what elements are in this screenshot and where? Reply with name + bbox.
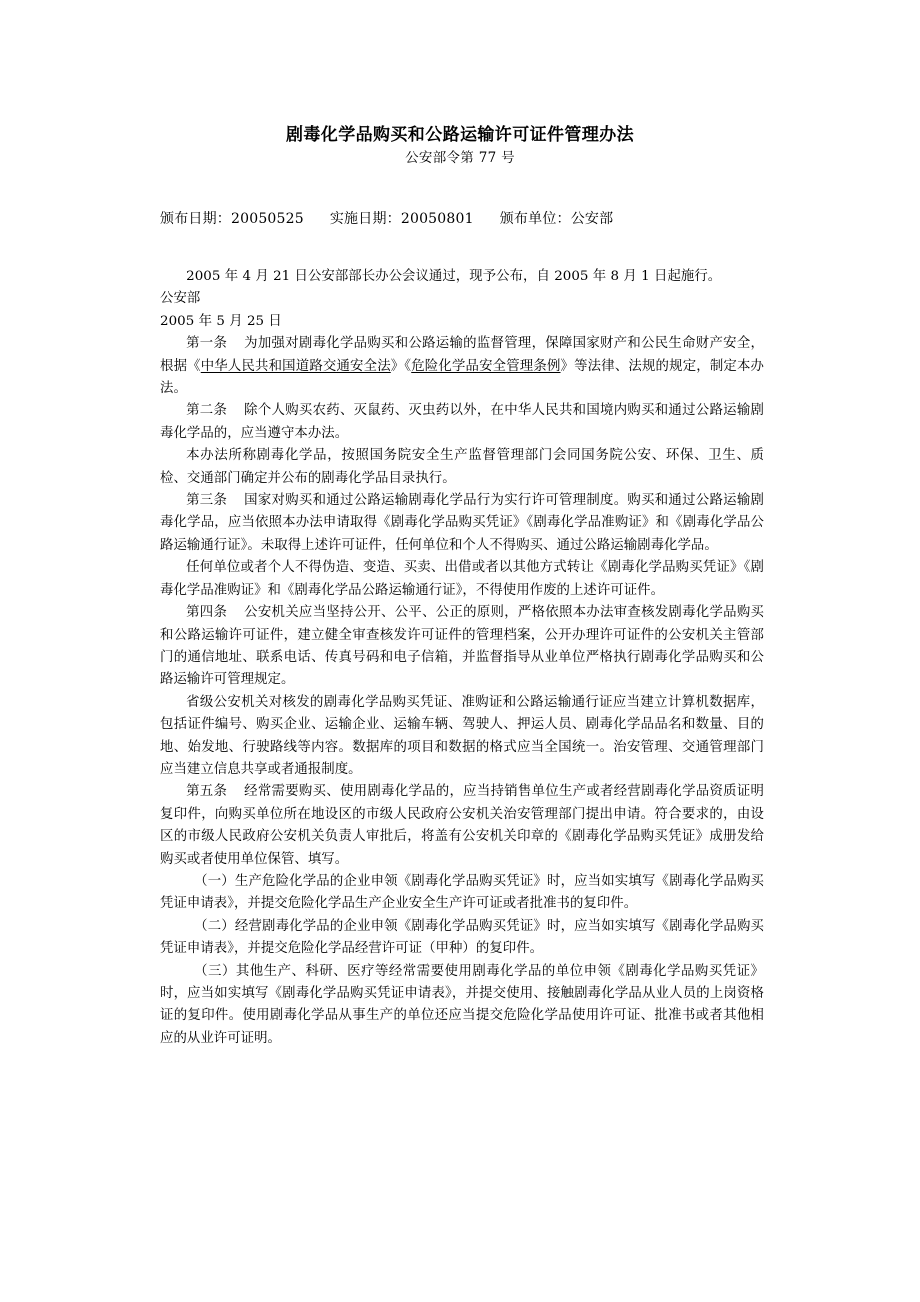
document-body <box>160 266 764 1050</box>
subitem-text: 经营剧毒化学品的企业申领《剧毒化学品购买凭证》时，应当如实填写《剧毒化学品购买凭证申请表》，并提交危险化学品经营许可证（甲种）的复印件。 <box>160 918 764 957</box>
article-text: 本办法所称剧毒化学品，按照国务院安全生产监督管理部门会同国务院公安、环保、卫生、质检、交通部门确定并公布的剧毒化学品目录执行。 <box>160 448 764 486</box>
article-1 <box>160 333 764 400</box>
article-4 <box>160 602 764 692</box>
preamble-adoption: 2005 年 4 月 21 日公安部部长办公会议通过，现予公布，自 2005 年 8 月 1 日起施行。 <box>186 269 722 284</box>
article-text: 公安机关应当坚持公开、公平、公正的原则，严格依照本办法审查核发剧毒化学品购买和公路运输许可证件，建立健全审查核发许可证件的管理档案，公开办理许可证件的公安机关主管部门的通信地址、联系电话、传真号码和电子信箱，并监督指导从业单位严格执行剧毒化学品购买和公路运输许可管理规定。 <box>160 605 764 688</box>
law-reference-link[interactable]: 中华人民共和国道路交通安全法 <box>200 358 391 374</box>
article-4-para-2 <box>160 692 764 782</box>
article-label: 第五条 <box>186 784 228 800</box>
article-text: 国家对购买和通过公路运输剧毒化学品行为实行许可管理制度。购买和通过公路运输剧毒化学品，应当依照本办法申请取得《剧毒化学品购买凭证》《剧毒化学品准购证》和《剧毒化学品公路运输通行证》。未取得上述许可证件，任何单位和个人不得购买、通过公路运输剧毒化学品。 <box>160 493 764 553</box>
subitem-text: 其他生产、科研、医疗等经常需要使用剧毒化学品的单位申领《剧毒化学品购买凭证》时，应当如实填写《剧毒化学品购买凭证申请表》，并提交使用、接触剧毒化学品从业人员的上岗资格证的复印件。使用剧毒化学品从事生产的单位还应当提交危险化学品使用许可证、批准书或者其他相应的从业许可证明。 <box>160 963 764 1046</box>
article-text: 省级公安机关对核发的剧毒化学品购买凭证、准购证和公路运输通行证应当建立计算机数据库，包括证件编号、购买企业、运输企业、运输车辆、驾驶人、押运人员、剧毒化学品品名和数量、目的地、始发地、行驶路线等内容。数据库的项目和数据的格式应当全国统一。治安管理、交通管理部门应当建立信息共享或者通报制度。 <box>160 694 764 777</box>
subitem-label: （三） <box>194 963 236 979</box>
article-3-para-2 <box>160 557 764 602</box>
preamble-organ: 公安部 <box>160 291 201 307</box>
preamble-date: 2005 年 5 月 25 日 <box>160 313 282 329</box>
article-text: 》《 <box>390 358 412 374</box>
article-5-item-1 <box>160 871 764 916</box>
article-label: 第一条 <box>186 336 228 352</box>
article-label: 第三条 <box>186 493 228 509</box>
article-text: 为加强对剧毒化学品购买和公路运输的监督管理，保障国家财产和公民生命财产安全，根据《 <box>160 336 764 374</box>
article-text: 除个人购买农药、灭鼠药、灭虫药以外，在中华人民共和国境内购买和通过公路运输剧毒化学品的，应当遵守本办法。 <box>160 403 764 441</box>
subitem-text: 生产危险化学品的企业申领《剧毒化学品购买凭证》时，应当如实填写《剧毒化学品购买凭证申请表》，并提交危险化学品生产企业安全生产许可证或者批准书的复印件。 <box>160 873 764 912</box>
article-5-item-3 <box>160 961 764 1051</box>
article-5 <box>160 781 764 871</box>
effective-date-label: 实施日期： <box>329 211 401 227</box>
page-title: 剧毒化学品购买和公路运输许可证件管理办法 <box>286 125 634 146</box>
subitem-label: （二） <box>194 918 235 934</box>
promulgation-date-value: 20050525 <box>231 211 304 227</box>
article-text: 任何单位或者个人不得伪造、变造、买卖、出借或者以其他方式转让《剧毒化学品购买凭证》《剧毒化学品准购证》和《剧毒化学品公路运输通行证》，不得使用作废的上述许可证件。 <box>160 560 764 598</box>
document-subtitle: 公安部令第 77 号 <box>405 150 515 166</box>
article-label: 第四条 <box>186 605 228 621</box>
document-metadata <box>160 207 760 231</box>
promulgation-date-label: 颁布日期： <box>160 211 231 227</box>
issuer-label: 颁布单位： <box>499 211 571 227</box>
article-2-para-2 <box>160 445 764 490</box>
article-label: 第二条 <box>186 403 228 419</box>
article-3 <box>160 490 764 557</box>
law-reference-link[interactable]: 危险化学品安全管理条例 <box>411 358 561 374</box>
subitem-label: （一） <box>194 873 235 889</box>
issuer-value: 公安部 <box>570 211 614 227</box>
article-text: 》等法律、法规的规定，制定本办法。 <box>160 358 764 397</box>
effective-date-value: 20050801 <box>400 211 474 227</box>
article-5-item-2 <box>160 916 764 961</box>
article-2 <box>160 400 764 445</box>
article-text: 经常需要购买、使用剧毒化学品的，应当持销售单位生产或者经营剧毒化学品资质证明复印件，向购买单位所在地设区的市级人民政府公安机关治安管理部门提出申请。符合要求的，由设区的市级人民政府公安机关负责人审批后，将盖有公安机关印章的《剧毒化学品购买凭证》成册发给购买或者使用单位保管、填写。 <box>160 784 764 867</box>
